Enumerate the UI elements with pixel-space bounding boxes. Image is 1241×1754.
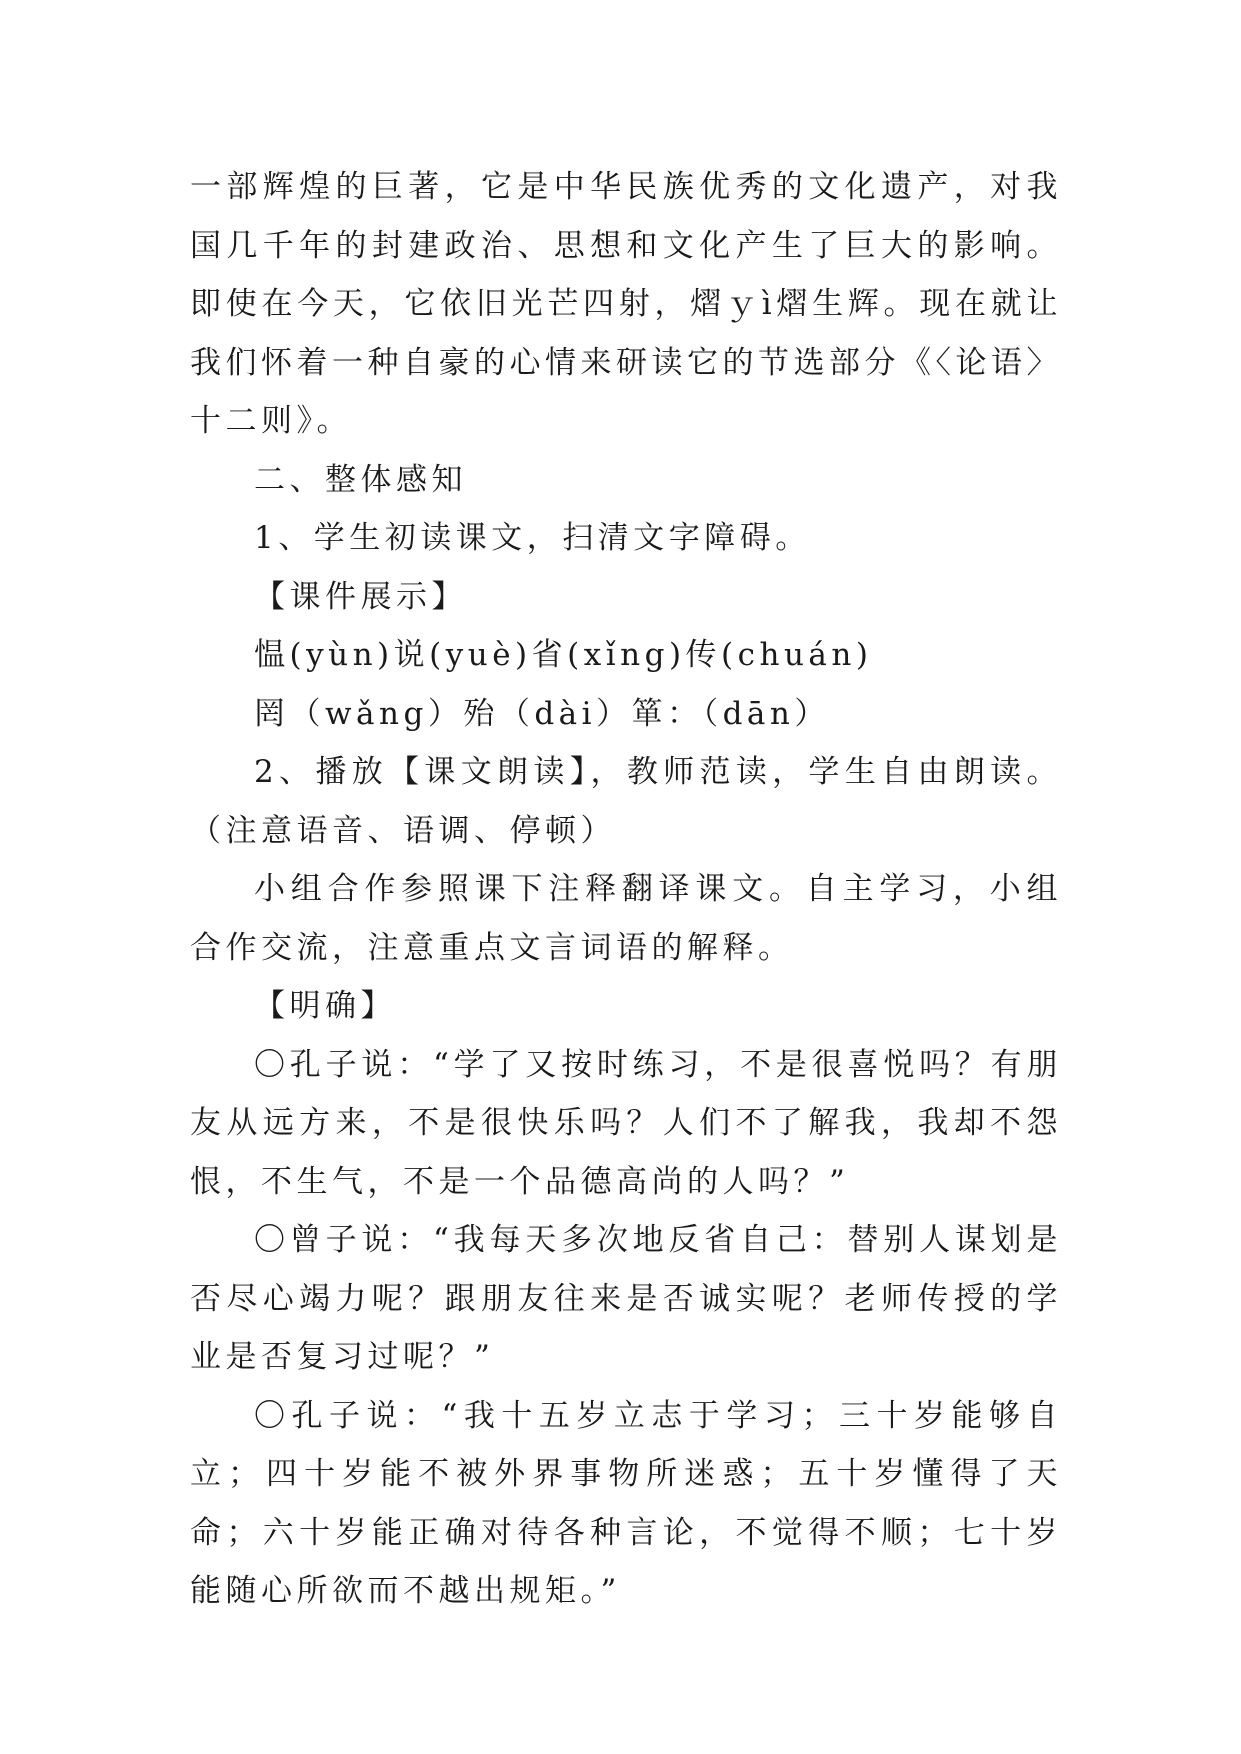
pronunciation-line-1: 愠(yùn)说(yuè)省(xǐng)传(chuán) [254, 637, 873, 673]
group-work-paragraph: 小组合作参照课下注释翻译课文。自主学习，小组合作交流，注意重点文言词语的解释。 [190, 871, 1062, 966]
step-2-paragraph: 2、播放【课文朗读】，教师范读，学生自由朗读。（注意语音、语调、停顿） [190, 754, 1062, 849]
step-1-paragraph: 1、学生初读课文，扫清文字障碍。 [254, 520, 811, 556]
pronunciation-line-2: 罔（wǎng）殆（dài）箪：（dān） [254, 695, 830, 732]
section-heading-overall-perception: 二、整体感知 [254, 461, 467, 498]
translation-paragraph-2: 〇曾子说：“我每天多次地反省自己：替别人谋划是否尽心竭力呢？跟朋友往来是否诚实呢？老师传授的学业是否复习过呢？” [190, 1222, 1062, 1375]
courseware-display-label: 【课件展示】 [254, 578, 467, 615]
document-body [190, 158, 1062, 1621]
translation-paragraph-1: 〇孔子说：“学了又按时练习，不是很喜悦吗？有朋友从远方来，不是很快乐吗？人们不了解我，我却不怨恨，不生气，不是一个品德高尚的人吗？” [190, 1046, 1062, 1200]
translation-paragraph-3: 〇孔子说：“我十五岁立志于学习；三十岁能够自立；四十岁能不被外界事物所迷惑；五十岁懂得了天命；六十岁能正确对待各种言论，不觉得不顺；七十岁能随心所欲而不越出规矩。” [190, 1397, 1062, 1609]
clarification-label: 【明确】 [254, 988, 396, 1024]
intro-paragraph: 一部辉煌的巨著，它是中华民族优秀的文化遗产，对我国几千年的封建政治、思想和文化产生了巨大的影响。即使在今天，它依旧光芒四射，熠ｙì熠生辉。现在就让我们怀着一种自豪的心情来研读它的节选部分《〈论语〉十二则》。 [190, 169, 1062, 439]
